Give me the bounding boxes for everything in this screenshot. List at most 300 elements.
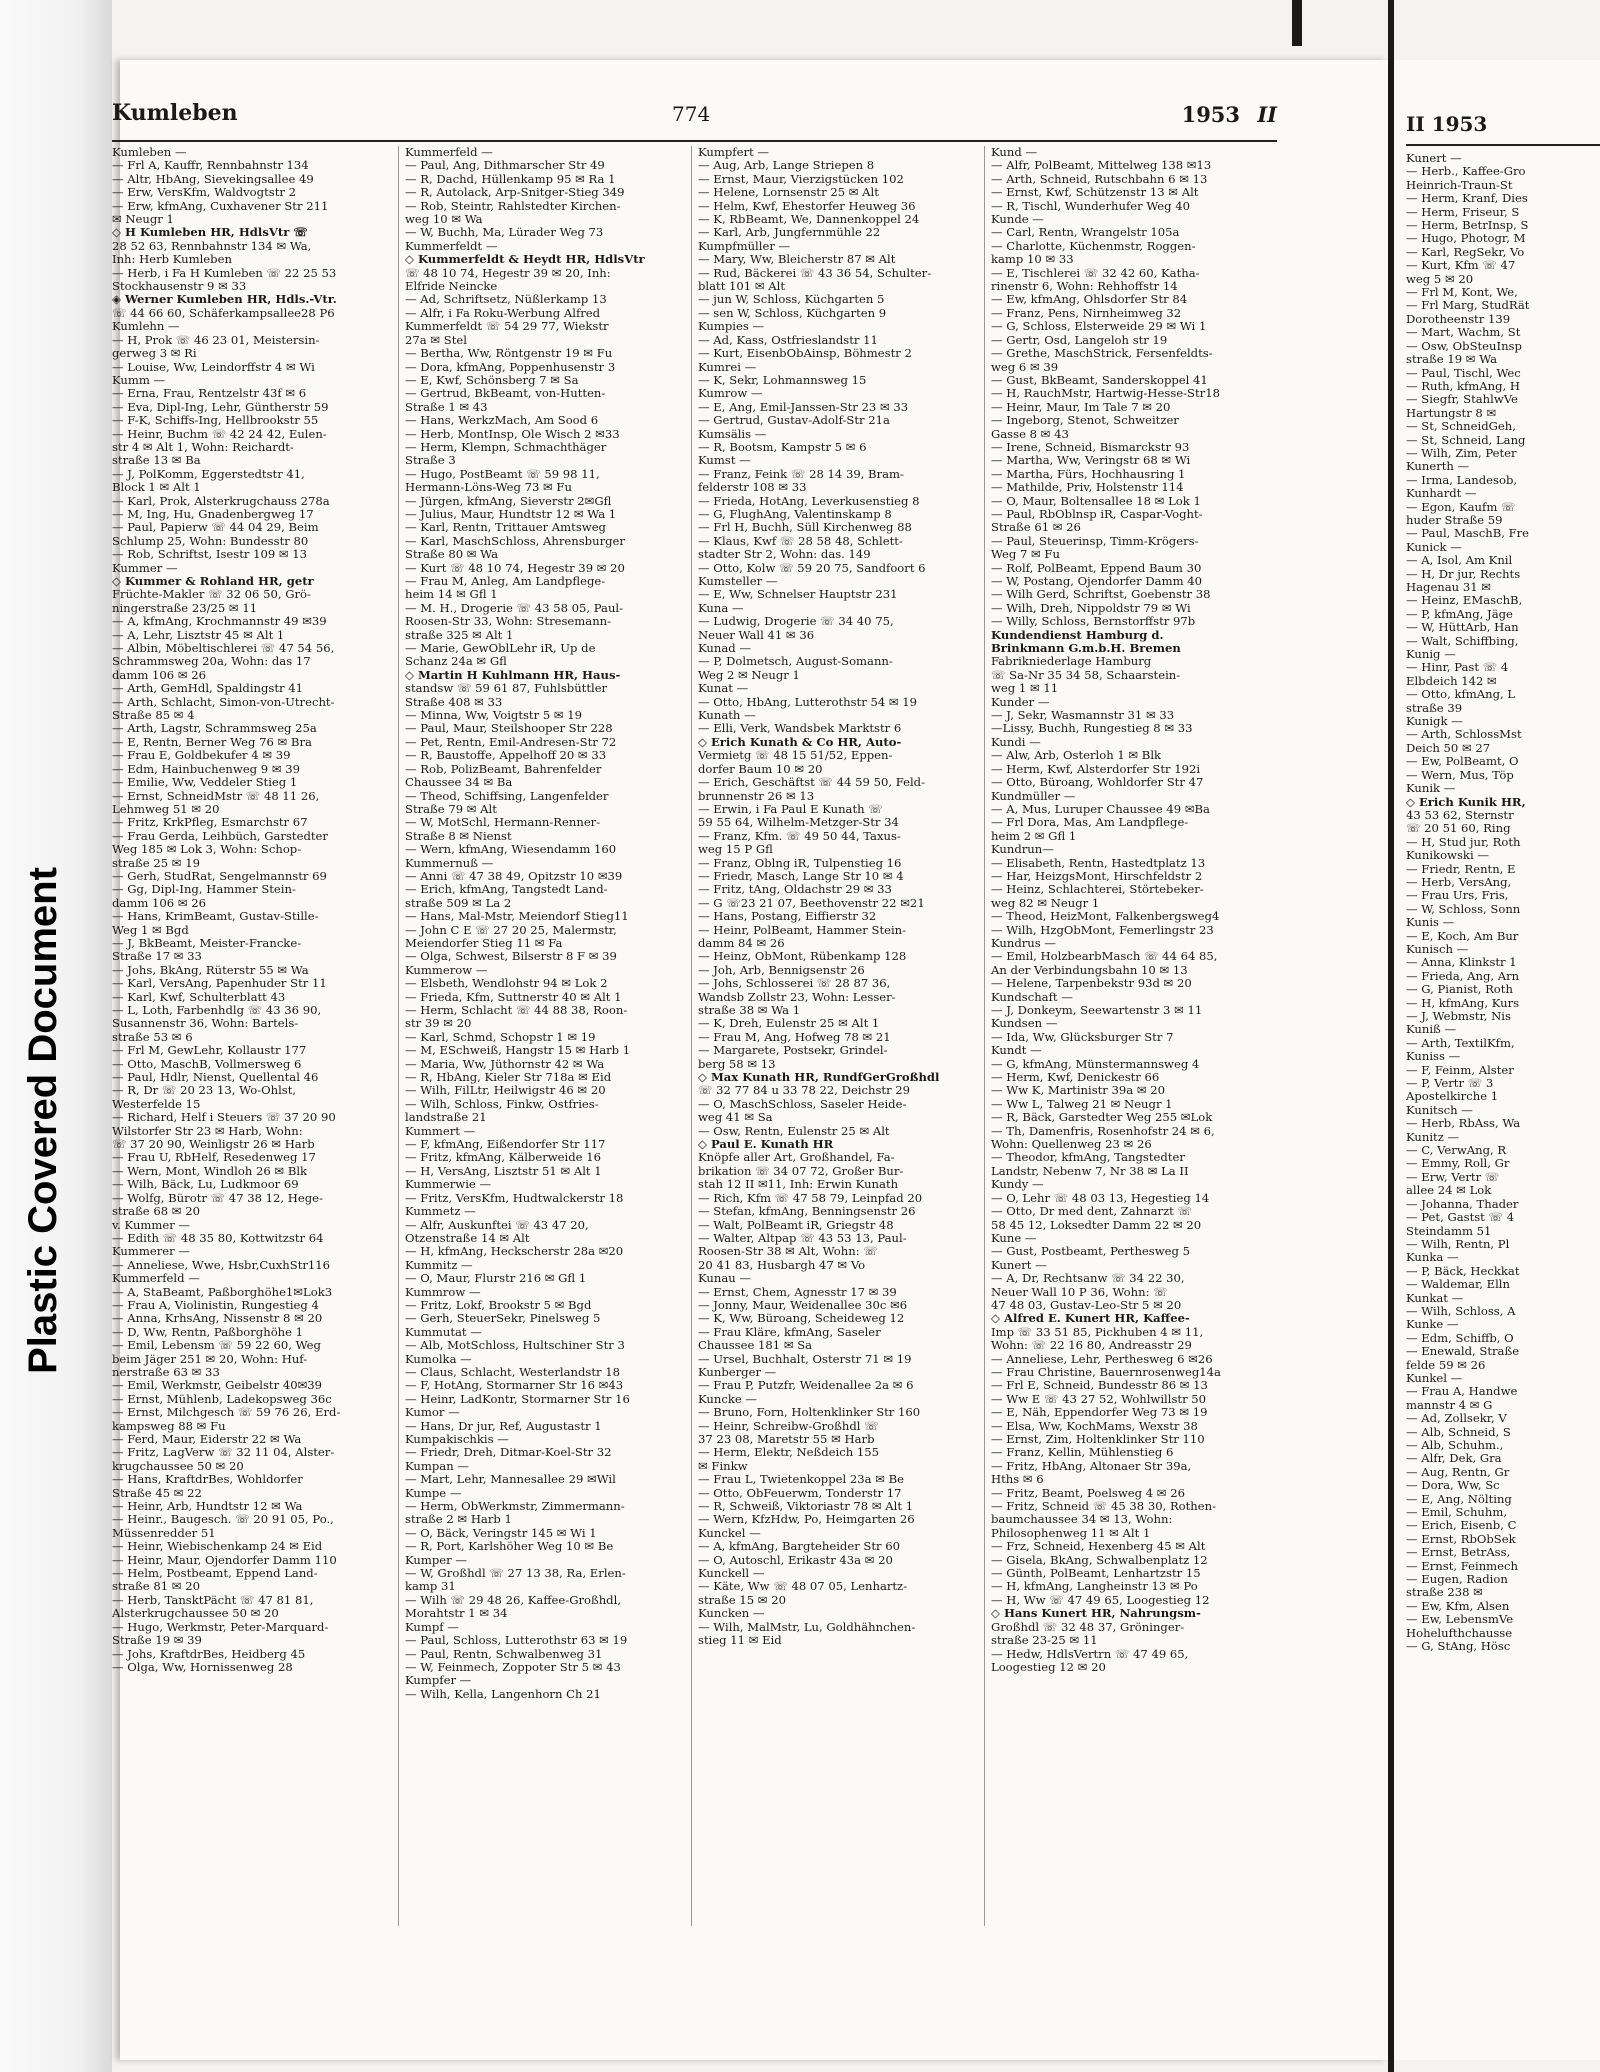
directory-entry: — Helene, Lornsenstr 25 ✉ Alt xyxy=(698,186,879,200)
directory-entry: — Frl E, Schneid, Bundesstr 86 ✉ 13 xyxy=(991,1379,1208,1393)
directory-entry: — Paul, Tischl, Wec xyxy=(1406,366,1521,380)
directory-entry: — Ferd, Maur, Eiderstr 22 ✉ Wa xyxy=(112,1433,302,1446)
directory-entry: — Ida, Ww, Glücksburger Str 7 xyxy=(991,1030,1174,1044)
surname-heading: Kummer — xyxy=(112,561,178,575)
directory-entry: ◇ Kummer & Rohland HR, getr xyxy=(112,575,314,588)
directory-entry: landstraße 21 xyxy=(405,1111,487,1125)
directory-entry: — Günth, PolBeamt, Lenhartzstr 15 xyxy=(991,1567,1201,1581)
directory-entry: — Jürgen, kfmAng, Sieverstr 2✉Gfl xyxy=(405,494,612,508)
directory-entry: — R, Baustoffe, Appelhoff 20 ✉ 33 xyxy=(405,749,607,763)
directory-entry: — Hans, WerkzMach, Am Sood 6 xyxy=(405,414,599,428)
directory-entry: — Paul, MaschB, Fre xyxy=(1406,527,1530,541)
directory-entry: — Erich, Geschäftst ☏ 44 59 50, Feld- xyxy=(698,776,926,790)
directory-entry: — Arth, SchlossMst xyxy=(1406,728,1522,742)
directory-entry: Früchte-Makler ☏ 32 06 50, Grö- xyxy=(112,588,311,602)
directory-entry: — Frl A, Kauffr, Rennbahnstr 134 xyxy=(112,159,309,173)
surname-heading: Kummernuß — xyxy=(405,856,494,870)
surname-heading: Kummerwie — xyxy=(405,1178,492,1192)
directory-entry: — Ad, Zollsekr, V xyxy=(1406,1412,1507,1426)
directory-entry: — Irma, Landesob, xyxy=(1406,473,1518,487)
surname-heading: Kumlehn — xyxy=(112,320,180,334)
directory-entry: — Gust, BkBeamt, Sanderskoppel 41 xyxy=(991,373,1208,387)
directory-entry: — M. H., Drogerie ☏ 43 58 05, Paul- xyxy=(405,601,624,615)
directory-entry: — A, Mus, Luruper Chaussee 49 ✉Ba xyxy=(991,802,1210,816)
directory-entry: krugchaussee 50 ✉ 20 xyxy=(112,1459,244,1473)
directory-entry: — A, Lehr, Lisztstr 45 ✉ Alt 1 xyxy=(112,628,285,642)
directory-entry: stah 12 II ✉11, Inh: Erwin Kunath xyxy=(698,1178,899,1192)
directory-entry: — Fritz, LagVerw ☏ 32 11 04, Alster- xyxy=(112,1446,335,1460)
directory-entry: — Paul, Papierw ☏ 44 04 29, Beim xyxy=(112,521,319,535)
directory-entry: — Gust, Postbeamt, Perthesweg 5 xyxy=(991,1245,1191,1259)
directory-entry: — Willy, Schloss, Bernstorffstr 97b xyxy=(991,615,1196,629)
directory-entry: — Gertr, Osd, Langeloh str 19 xyxy=(991,333,1168,347)
directory-entry: — Frau M, Ang, Hofweg 78 ✉ 21 xyxy=(698,1030,891,1044)
directory-entry: standsw ☏ 59 61 87, Fuhlsbüttler xyxy=(405,682,608,696)
directory-entry: — Johs, KraftdrBes, Heidberg 45 xyxy=(112,1647,306,1661)
directory-entry: — Käte, Ww ☏ 48 07 05, Lenhartz- xyxy=(698,1580,908,1594)
directory-entry: — A, kfmAng, Bargteheider Str 60 xyxy=(698,1540,901,1554)
directory-entry: — Gertrud, BkBeamt, von-Hutten- xyxy=(405,387,606,401)
directory-entry: — Hugo, PostBeamt ☏ 59 98 11, xyxy=(405,467,600,481)
surname-heading: Kumm — xyxy=(112,373,166,387)
directory-entry: Steindamm 51 xyxy=(1406,1224,1492,1238)
directory-entry: — Rob, PolizBeamt, Bahrenfelder xyxy=(405,762,602,776)
directory-entry: Susannenstr 36, Wohn: Bartels- xyxy=(112,1017,299,1031)
directory-entry: — Friedr, Dreh, Ditmar-Koel-Str 32 xyxy=(405,1446,612,1460)
directory-entry: str 4 ✉ Alt 1, Wohn: Reichardt- xyxy=(112,440,294,454)
directory-entry: ningerstraße 23/25 ✉ 11 xyxy=(112,601,258,615)
directory-entry: Fabrikniederlage Hamburg xyxy=(991,655,1152,669)
directory-entry: damm 106 ✉ 26 xyxy=(112,668,206,682)
directory-entry: — Franz, Pens, Nirnheimweg 32 xyxy=(991,306,1182,320)
surname-heading: Kummerfeld — xyxy=(405,146,493,159)
directory-entry: — Friedr, Rentn, E xyxy=(1406,862,1516,876)
directory-entry: — Alfr, i Fa Roku-Werbung Alfred xyxy=(405,306,601,320)
directory-entry: — Heinr, PolBeamt, Hammer Stein- xyxy=(698,923,907,937)
directory-entry: — Joh, Arb, Bennigsenstr 26 xyxy=(698,963,865,977)
directory-entry: damm 84 ✉ 26 xyxy=(698,936,785,950)
directory-entry: — F, HotAng, Stormarner Str 16 ✉43 xyxy=(405,1379,624,1393)
directory-column-2 xyxy=(405,146,692,1926)
directory-entry: — Alb, Schuhm., xyxy=(1406,1439,1504,1452)
directory-entry: 28 52 63, Rennbahnstr 134 ✉ Wa, xyxy=(112,239,312,253)
directory-entry: Straße 17 ✉ 33 xyxy=(112,950,202,964)
directory-entry: Straße 19 ✉ 39 xyxy=(112,1634,202,1648)
directory-entry: Straße 8 ✉ Nienst xyxy=(405,829,512,843)
directory-entry: — Olga, Ww, Hornissenweg 28 xyxy=(112,1660,293,1674)
surname-heading: Kummert — xyxy=(405,1124,476,1138)
directory-entry: — Erw, VersKfm, Waldvogtstr 2 xyxy=(112,186,296,200)
directory-entry: — Anna, Klinkstr 1 xyxy=(1406,956,1517,970)
directory-entry: — Wilh, FilLtr, Heilwigstr 46 ✉ 20 xyxy=(405,1084,606,1098)
directory-entry: — W, Buchh, Ma, Lürader Weg 73 xyxy=(405,226,604,240)
directory-entry: — W, Postang, Ojendorfer Damm 40 xyxy=(991,575,1203,588)
directory-entry: — Emil, Werkmstr, Geibelstr 40✉39 xyxy=(112,1379,323,1393)
directory-entry: An der Verbindungsbahn 10 ✉ 13 xyxy=(991,963,1188,977)
directory-entry: — Herm, Friseur, S xyxy=(1406,205,1520,219)
directory-entry: — Ingeborg, Stenot, Schweitzer xyxy=(991,414,1179,428)
directory-entry: — Gerh, SteuerSekr, Pinelsweg 5 xyxy=(405,1312,601,1326)
directory-entry: — Herm, Kwf, Denickestr 66 xyxy=(991,1071,1160,1085)
directory-entry: — Friedr, Masch, Lange Str 10 ✉ 4 xyxy=(698,869,904,883)
directory-entry: — R, Dachd, Hüllenkamp 95 ✉ Ra 1 xyxy=(405,172,616,186)
directory-entry: Wohn: Quellenweg 23 ✉ 26 xyxy=(991,1138,1152,1152)
directory-entry: — Ew, PolBeamt, O xyxy=(1406,755,1519,769)
directory-entry: — J, BkBeamt, Meister-Francke- xyxy=(112,936,302,950)
directory-entry: kamp 31 xyxy=(405,1580,456,1594)
directory-entry: — St, Schneid, Lang xyxy=(1406,433,1526,447)
directory-entry: — Erwin, i Fa Paul E Kunath ☏ xyxy=(698,802,883,816)
directory-entry: 59 55 64, Wilhelm-Metzger-Str 34 xyxy=(698,816,899,830)
surname-heading: Kundrus — xyxy=(991,936,1056,950)
surname-heading: Kumpe — xyxy=(405,1486,462,1500)
directory-entry: ◈ Werner Kumleben HR, Hdls.-Vtr. xyxy=(112,293,337,307)
directory-entry: — H, RauchMstr, Hartwig-Hesse-Str18 xyxy=(991,387,1220,401)
directory-entry: weg 1 ✉ 11 xyxy=(991,682,1059,696)
directory-entry: — Theod, HeizMont, Falkenbergsweg4 xyxy=(991,910,1220,924)
directory-entry: ☏ 32 77 84 u 33 78 22, Deichstr 29 xyxy=(698,1084,911,1098)
directory-entry: — K, Dreh, Eulenstr 25 ✉ Alt 1 xyxy=(698,1017,880,1031)
directory-entry: — Herm, BetrInsp, S xyxy=(1406,219,1529,233)
directory-entry: — Pet, Rentn, Emil-Andresen-Str 72 xyxy=(405,735,617,749)
directory-entry: — Rud, Bäckerei ☏ 43 36 54, Schulter- xyxy=(698,266,932,280)
directory-entry: — G ☏23 21 07, Beethovenstr 22 ✉21 xyxy=(698,896,925,910)
directory-entry: straße 23-25 ✉ 11 xyxy=(991,1634,1098,1648)
directory-entry: — Heinz, ObMont, Rübenkamp 128 xyxy=(698,950,907,964)
directory-entry: mannstr 4 ✉ G xyxy=(1406,1398,1493,1412)
directory-entry: — O, Maur, Boltensallee 18 ✉ Lok 1 xyxy=(991,494,1201,508)
surname-heading: v. Kummer — xyxy=(112,1218,191,1232)
directory-entry: — G, kfmAng, Münstermannsweg 4 xyxy=(991,1057,1200,1071)
directory-entry: — Karl, Prok, Alsterkrugchauss 278a xyxy=(112,494,330,508)
directory-entry: ◇ Max Kunath HR, RundfGerGroßhdl xyxy=(698,1071,940,1085)
directory-entry: — Edm, Hainbuchenweg 9 ✉ 39 xyxy=(112,762,301,776)
directory-entry: blatt 101 ✉ Alt xyxy=(698,280,785,294)
page-number: 774 xyxy=(672,102,711,126)
directory-entry: — H, kfmAng, Heckscherstr 28a ✉20 xyxy=(405,1245,624,1259)
directory-entry: — Elisabeth, Rentn, Hastedtplatz 13 xyxy=(991,856,1206,870)
directory-entry: Schrammsweg 20a, Wohn: das 17 xyxy=(112,655,311,669)
directory-entry: — E, Koch, Am Bur xyxy=(1406,929,1519,943)
directory-entry: gerweg 3 ✉ Ri xyxy=(112,347,197,361)
directory-entry: — Frz, Schneid, Hexenberg 45 ✉ Alt xyxy=(991,1540,1206,1554)
surname-heading: Kunick — xyxy=(1406,540,1462,554)
directory-entry: straße 238 ✉ xyxy=(1406,1586,1483,1600)
directory-entry: — Emil, Lebensm ☏ 59 22 60, Weg xyxy=(112,1339,321,1353)
directory-entry: — Dora, Ww, Sc xyxy=(1406,1479,1500,1493)
directory-entry: — Bertha, Ww, Röntgenstr 19 ✉ Fu xyxy=(405,347,613,361)
directory-entry: — Ad, Kass, Ostfrieslandstr 11 xyxy=(698,333,878,347)
directory-entry: — Gerh, StudRat, Sengelmannstr 69 xyxy=(112,869,327,883)
directory-entry: Imp ☏ 33 51 85, Pickhuben 4 ✉ 11, xyxy=(991,1325,1204,1339)
directory-entry: — Ruth, kfmAng, H xyxy=(1406,379,1521,393)
directory-entry: — Herm, Schlacht ☏ 44 88 38, Roon- xyxy=(405,1004,628,1017)
directory-entry: — Frieda, Ang, Arn xyxy=(1406,969,1520,983)
directory-entry: — H, VersAng, Lisztstr 51 ✉ Alt 1 xyxy=(405,1164,602,1178)
surname-heading: Kumrow — xyxy=(698,387,763,401)
directory-entry: — Kurt, EisenbObAinsp, Böhmestr 2 xyxy=(698,347,912,361)
surname-heading: Kundsen — xyxy=(991,1017,1058,1031)
directory-entry: Chaussee 34 ✉ Ba xyxy=(405,776,513,790)
directory-entry: — Wilh, Zim, Peter xyxy=(1406,446,1517,460)
directory-entry: — Herm, ObWerkmstr, Zimmermann- xyxy=(405,1500,625,1514)
directory-entry: Straße 1 ✉ 43 xyxy=(405,400,488,414)
directory-entry: — Maria, Ww, Jüthornstr 42 ✉ Wa xyxy=(405,1057,605,1071)
surname-heading: Kundendienst Hamburg d. xyxy=(991,628,1164,642)
directory-entry: — Paul, Rentn, Schwalbenweg 31 xyxy=(405,1647,603,1661)
directory-entry: — Ernst, Mühlenb, Ladekopsweg 36c xyxy=(112,1392,332,1406)
surname-heading: Kundi — xyxy=(991,735,1041,749)
directory-entry: Apostelkirche 1 xyxy=(1406,1090,1499,1104)
directory-entry: Vermietg ☏ 48 15 51/52, Eppen- xyxy=(698,749,893,763)
directory-entry: — Gertrud, Gustav-Adolf-Str 21a xyxy=(698,414,890,428)
directory-entry: — Herm, Klempn, Schmachthäger xyxy=(405,440,607,454)
directory-entry: — Mart, Wachm, St xyxy=(1406,326,1521,340)
directory-entry: Knöpfe aller Art, Großhandel, Fa- xyxy=(698,1151,895,1165)
directory-entry: — Wilh, Schloss, A xyxy=(1406,1304,1516,1318)
directory-entry: Straße 61 ✉ 26 xyxy=(991,521,1081,535)
directory-entry: — Heinr, Wiebischenkamp 24 ✉ Eid xyxy=(112,1540,323,1554)
directory-entry: — Aug, Rentn, Gr xyxy=(1406,1465,1510,1479)
directory-entry: — Rolf, PolBeamt, Eppend Baum 30 xyxy=(991,561,1202,575)
directory-entry: — Wilh, MalMstr, Lu, Goldhähnchen- xyxy=(698,1620,916,1634)
page-title: Kumleben xyxy=(112,100,238,126)
surname-heading: Kundmüller — xyxy=(991,789,1076,803)
directory-entry: Gasse 8 ✉ 43 xyxy=(991,427,1069,441)
directory-entry: — W, HüttArb, Han xyxy=(1406,621,1519,635)
surname-heading: Kundschaft — xyxy=(991,990,1073,1004)
surname-heading: Kunhardt — xyxy=(1406,487,1477,501)
surname-heading: Kumpies — xyxy=(698,320,765,334)
directory-entry: — M, ESchweiß, Hangstr 15 ✉ Harb 1 xyxy=(405,1044,631,1058)
directory-entry: — Har, HeizgsMont, Hirschfeldstr 2 xyxy=(991,869,1203,883)
directory-entry: — Frl M, GewLehr, Kollaustr 177 xyxy=(112,1044,307,1058)
surname-heading: Kunert — xyxy=(1406,152,1462,165)
directory-entry: — Franz, Oblng iR, Tulpenstieg 16 xyxy=(698,856,902,870)
surname-heading: Kuniß — xyxy=(1406,1023,1457,1037)
surname-heading: Kummerow — xyxy=(405,963,488,977)
surname-heading: Kune — xyxy=(991,1231,1037,1245)
directory-entry: stadter Str 2, Wohn: das. 149 xyxy=(698,548,871,562)
directory-entry: — Heinr., Baugesch. ☏ 20 91 05, Po., xyxy=(112,1513,334,1527)
directory-entry: — Frieda, HotAng, Leverkusenstieg 8 xyxy=(698,494,920,508)
directory-entry: — Paul, Steuerinsp, Timm-Krögers- xyxy=(991,534,1199,548)
directory-entry: straße 68 ✉ 20 xyxy=(112,1205,200,1219)
directory-entry: — Franz, Feink ☏ 28 14 39, Bram- xyxy=(698,467,904,481)
directory-entry: Hths ✉ 6 xyxy=(991,1473,1044,1487)
directory-entry: — Gisela, BkAng, Schwalbenplatz 12 xyxy=(991,1553,1208,1567)
directory-entry: berg 58 ✉ 13 xyxy=(698,1057,776,1071)
directory-entry: Großhdl ☏ 32 48 37, Gröninger- xyxy=(991,1620,1185,1634)
directory-entry: — Paul, RbOblnsp iR, Caspar-Voght- xyxy=(991,507,1203,521)
directory-entry: — Stefan, kfmAng, Benningsenstr 26 xyxy=(698,1205,916,1219)
surname-heading: Kunder — xyxy=(991,695,1050,709)
directory-entry: — W, MotSchl, Hermann-Renner- xyxy=(405,816,601,830)
directory-entry: — R, Autolack, Arp-Snitger-Stieg 349 xyxy=(405,186,625,200)
directory-entry: — Wilh, Schloss, Finkw, Ostfries- xyxy=(405,1097,599,1111)
directory-entry: — Frau E, Goldbekufer 4 ✉ 39 xyxy=(112,749,291,763)
directory-entry: — Frau A, Handwe xyxy=(1406,1385,1518,1399)
directory-entry: — Ww E ☏ 43 27 52, Wohlwillstr 50 xyxy=(991,1392,1207,1406)
directory-entry: — Martha, Ww, Veringstr 68 ✉ Wi xyxy=(991,454,1191,468)
directory-entry: — Anneliese, Lehr, Perthesweg 6 ✉26 xyxy=(991,1352,1213,1366)
surname-heading: Kunde — xyxy=(991,213,1044,227)
directory-entry: — O, Autoschl, Erikastr 43a ✉ 20 xyxy=(698,1553,893,1567)
directory-entry: — Frau L, Twietenkoppel 23a ✉ Be xyxy=(698,1473,905,1487)
directory-entry: — D, Ww, Rentn, Paßborghöhe 1 xyxy=(112,1325,304,1339)
directory-entry: ◇ Hans Kunert HR, Nahrungsm- xyxy=(991,1607,1201,1621)
directory-entry: kampsweg 88 ✉ Fu xyxy=(112,1419,226,1433)
directory-entry: — Pet, Gastst ☏ 4 xyxy=(1406,1211,1515,1225)
surname-heading: Kumsteller — xyxy=(698,575,778,588)
directory-entry: — Heinr, Buchm ☏ 42 24 42, Eulen- xyxy=(112,427,327,441)
directory-entry: Weg 2 ✉ Neugr 1 xyxy=(698,668,800,682)
directory-entry: Deich 50 ✉ 27 xyxy=(1406,741,1491,755)
directory-entry: Roosen-Str 33, Wohn: Stresemann- xyxy=(405,615,612,629)
directory-entry: — Erich, Eisenb, C xyxy=(1406,1519,1517,1533)
directory-entry: straße 53 ✉ 6 xyxy=(112,1030,193,1044)
directory-entry: straße 81 ✉ 20 xyxy=(112,1580,200,1594)
directory-entry: — jun W, Schloss, Küchgarten 5 xyxy=(698,293,885,307)
directory-entry: — Wern, Mont, Windloh 26 ✉ Blk xyxy=(112,1164,308,1178)
plastic-covered-label xyxy=(8,850,78,1390)
surname-heading: Kumsälis — xyxy=(698,427,767,441)
directory-column-3 xyxy=(698,146,985,1926)
surname-heading: Kuncken — xyxy=(698,1607,765,1621)
directory-entry: — Erna, Frau, Rentzelstr 43f ✉ 6 xyxy=(112,387,307,401)
surname-heading: Kunckell — xyxy=(698,1567,765,1581)
directory-entry: — Jonny, Maur, Weidenallee 30c ✉6 xyxy=(698,1298,908,1312)
surname-heading: Kunke — xyxy=(1406,1318,1459,1332)
directory-entry: felderstr 108 ✉ 33 xyxy=(698,481,807,495)
surname-heading: Kunerth — xyxy=(1406,460,1470,474)
directory-entry: — Anni ☏ 47 38 49, Opitzstr 10 ✉39 xyxy=(405,869,623,883)
directory-entry: — Heinr, Arb, Hundtstr 12 ✉ Wa xyxy=(112,1500,303,1514)
plastic-covered-text: Plastic Covered Document xyxy=(20,866,65,1374)
directory-entry: — Hans, Mal-Mstr, Meiendorf Stieg11 xyxy=(405,910,629,924)
directory-entry: — Hugo, Werkmstr, Peter-Marquard- xyxy=(112,1620,329,1634)
directory-entry: — Otto, Kolw ☏ 59 20 75, Sandfoort 6 xyxy=(698,561,926,575)
page-year xyxy=(1182,102,1277,127)
directory-entry: heim 14 ✉ Gfl 1 xyxy=(405,588,498,602)
directory-entry: — Helm, Postbeamt, Eppend Land- xyxy=(112,1567,318,1581)
binding-edge xyxy=(1292,0,1302,46)
directory-entry: ☏ 48 10 74, Hegestr 39 ✉ 20, Inh: xyxy=(405,266,611,280)
directory-entry: — Frl Marg, StudRät xyxy=(1406,299,1530,313)
directory-entry: — E, Näh, Eppendorfer Weg 73 ✉ 19 xyxy=(991,1406,1208,1420)
directory-entry: 58 45 12, Loksedter Damm 22 ✉ 20 xyxy=(991,1218,1202,1232)
directory-entry: — O, Maur, Flurstr 216 ✉ Gfl 1 xyxy=(405,1272,587,1286)
directory-entry: — Heinr, LadKontr, Stormarner Str 16 xyxy=(405,1392,630,1406)
surname-heading: Kumpf — xyxy=(405,1620,459,1634)
directory-entry: nerstraße 63 ✉ 33 xyxy=(112,1365,220,1379)
directory-entry: damm 106 ✉ 26 xyxy=(112,896,206,910)
directory-entry: — Walter, Altpap ☏ 43 53 13, Paul- xyxy=(698,1231,907,1245)
directory-entry: Straße 3 xyxy=(405,454,456,468)
directory-entry: 37 23 08, Maretstr 55 ✉ Harb xyxy=(698,1433,875,1446)
directory-entry: Hagenau 31 ✉ xyxy=(1406,581,1491,594)
surname-heading: Kunert — xyxy=(991,1258,1047,1272)
directory-entry: — Wilh, Bäck, Lu, Ludkmoor 69 xyxy=(112,1178,299,1192)
directory-entry: — Heinz, Schlachterei, Störtebeker- xyxy=(991,883,1204,897)
directory-entry: — K, Sekr, Lohmannsweg 15 xyxy=(698,373,867,387)
directory-entry: — O, Bäck, Veringstr 145 ✉ Wi 1 xyxy=(405,1526,597,1540)
directory-entry: Meiendorfer Stieg 11 ✉ Fa xyxy=(405,936,563,950)
directory-entry: — Martha, Fürs, Hochhausring 1 xyxy=(991,467,1186,481)
surname-heading: Kumor — xyxy=(405,1406,460,1420)
directory-entry: — F, kfmAng, Eißendorfer Str 117 xyxy=(405,1138,606,1152)
directory-entry: — O, Lehr ☏ 48 03 13, Hegestieg 14 xyxy=(991,1191,1210,1205)
directory-entry: kamp 10 ✉ 33 xyxy=(991,253,1074,267)
directory-entry: — Klaus, Kwf ☏ 28 58 48, Schlett- xyxy=(698,534,903,548)
directory-entry: straße 325 ✉ Alt 1 xyxy=(405,628,514,642)
directory-entry: — Altr, HbAng, Sievekingsallee 49 xyxy=(112,172,314,186)
directory-entry: — Mathilde, Priv, Holstenstr 114 xyxy=(991,481,1184,495)
directory-entry: — sen W, Schloss, Küchgarten 9 xyxy=(698,306,887,320)
directory-entry: — A, StaBeamt, Paßborghöhe1✉Lok3 xyxy=(112,1285,333,1299)
directory-entry: — E, Rentn, Berner Weg 76 ✉ Bra xyxy=(112,735,312,749)
directory-entry: — A, Dr, Rechtsanw ☏ 34 22 30, xyxy=(991,1272,1185,1286)
directory-entry: — Paul, Hdlr, Nienst, Quellental 46 xyxy=(112,1071,319,1085)
directory-entry: — J, Sekr, Wasmannstr 31 ✉ 33 xyxy=(991,709,1175,723)
directory-entry: beim Jäger 251 ✉ 20, Wohn: Huf- xyxy=(112,1352,308,1366)
directory-entry: — Albin, Möbeltischlerei ☏ 47 54 56, xyxy=(112,642,335,656)
directory-entry: — Osw, Rentn, Eulenstr 25 ✉ Alt xyxy=(698,1124,890,1138)
directory-entry: — Ursel, Buchhalt, Osterstr 71 ✉ 19 xyxy=(698,1352,912,1366)
directory-entry: ◇ Kummerfeldt & Heydt HR, HdlsVtr xyxy=(405,253,645,267)
directory-entry: rinenstr 6, Wohn: Rehhoffstr 14 xyxy=(991,280,1178,294)
directory-entry: — Elsa, Ww, KochMams, Wexstr 38 xyxy=(991,1419,1198,1433)
directory-entry: — Alb, Schneid, S xyxy=(1406,1425,1511,1439)
directory-entry: 27a ✉ Stel xyxy=(405,333,467,347)
surname-heading: Kummerfeldt — xyxy=(405,239,498,253)
surname-heading: Kundrun— xyxy=(991,843,1054,857)
directory-entry: — E, Ang, Emil-Janssen-Str 23 ✉ 33 xyxy=(698,400,909,414)
directory-entry: — E, Tischlerei ☏ 32 42 60, Katha- xyxy=(991,266,1200,280)
surname-heading: Kummutat — xyxy=(405,1325,482,1339)
directory-entry: — Emilie, Ww, Veddeler Stieg 1 xyxy=(112,776,298,790)
directory-entry: — Fritz, kfmAng, Kälberweide 16 xyxy=(405,1151,601,1165)
directory-entry: dorfer Baum 10 ✉ 20 xyxy=(698,762,823,776)
directory-entry: ☏ Sa-Nr 35 34 58, Schaarstein- xyxy=(991,668,1181,682)
directory-entry: weg 5 ✉ 20 xyxy=(1406,272,1474,286)
directory-entry: — Herm, Kwf, Alsterdorfer Str 192i xyxy=(991,762,1201,776)
directory-entry: Wohn: ☏ 22 16 80, Andreasstr 29 xyxy=(991,1339,1192,1353)
directory-entry: — Elli, Verk, Wandsbek Marktstr 6 xyxy=(698,722,902,736)
directory-entry: — H, Ww ☏ 47 49 65, Loogestieg 12 xyxy=(991,1593,1210,1607)
facing-page-header: II 1953 xyxy=(1406,112,1488,136)
directory-entry: — Heinr, Maur, Im Tale 7 ✉ 20 xyxy=(991,400,1171,414)
directory-entry: — Hugo, Photogr, M xyxy=(1406,232,1526,246)
directory-entry: — Helm, Kwf, Ehestorfer Heuweg 36 xyxy=(698,199,916,213)
directory-column-1 xyxy=(112,146,399,1926)
directory-entry: — Mart, Lehr, Mannesallee 29 ✉Wil xyxy=(405,1473,616,1487)
directory-entry: ☏ 37 20 90, Weinligstr 26 ✉ Harb xyxy=(112,1138,315,1152)
directory-entry: — Karl, MaschSchloss, Ahrensburger xyxy=(405,534,625,548)
directory-entry: — Frieda, Kfm, Suttnerstr 40 ✉ Alt 1 xyxy=(405,990,622,1004)
directory-entry: — Frl Dora, Mas, Am Landpflege- xyxy=(991,816,1189,830)
directory-entry: Straße 85 ✉ 4 xyxy=(112,709,195,723)
directory-entry: — Claus, Schlacht, Westerlandstr 18 xyxy=(405,1365,621,1379)
directory-entry: — O, MaschSchloss, Saseler Heide- xyxy=(698,1097,907,1111)
directory-entry: Stockhausenstr 9 ✉ 33 xyxy=(112,280,247,294)
directory-entry: — Richard, Helf i Steuers ☏ 37 20 90 xyxy=(112,1111,336,1125)
directory-entry: — Heinr, Schreibw-Großhdl ☏ xyxy=(698,1419,879,1433)
directory-entry: — Fritz, VersKfm, Hudtwalckerstr 18 xyxy=(405,1191,624,1205)
directory-entry: — Waldemar, Elln xyxy=(1406,1278,1510,1292)
directory-entry: — Wern, KfzHdw, Po, Heimgarten 26 xyxy=(698,1513,915,1527)
directory-entry: Straße 408 ✉ 33 xyxy=(405,695,503,709)
